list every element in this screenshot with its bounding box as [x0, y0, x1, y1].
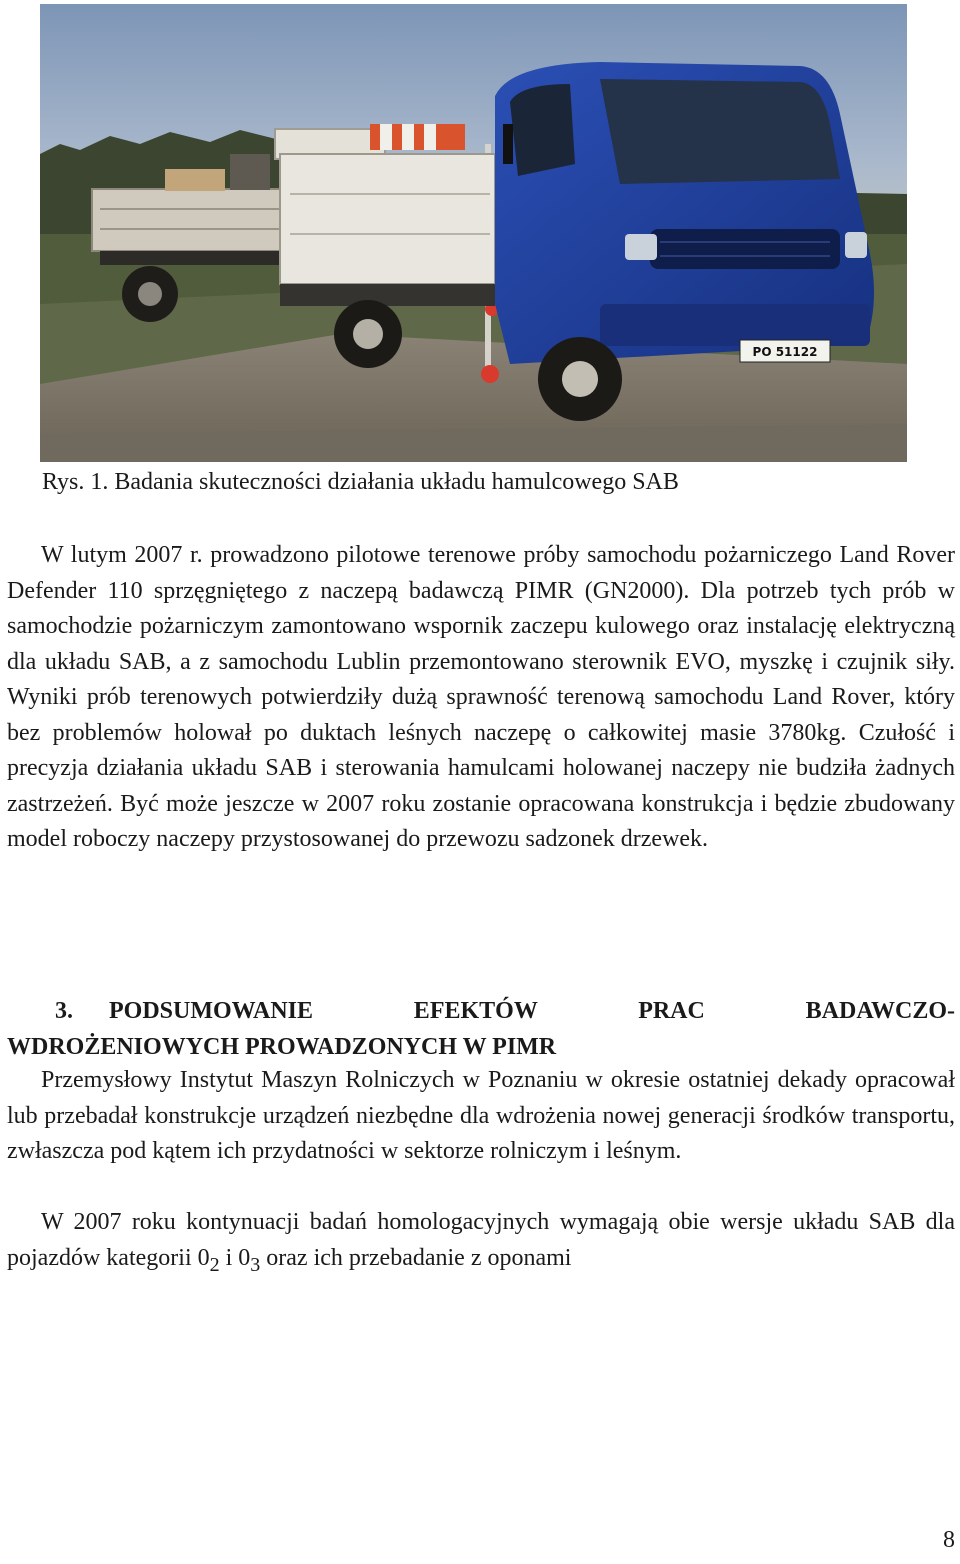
paragraph-2: Przemysłowy Instytut Maszyn Rolniczych w Poznaniu w okresie ostatniej dekady opracował lub przebadał konstrukcje urządzeń niezbędne dla wdrożenia nowej generacji środków transportu, zwłaszcza pod kątem ich przydatności w sektorze rolniczym i leśnym. [7, 1067, 955, 1164]
truck-cab [495, 62, 874, 364]
category-o2: $0_2$ [197, 1244, 220, 1276]
paragraph-3-tail: oraz ich przebadanie z oponami [260, 1244, 572, 1271]
paragraph-3-text: W 2007 roku kontynuacji badań homologacyjnych wymagają obie wersje układu SAB dla pojazdów kategorii [7, 1209, 955, 1271]
figure-caption: Rys. 1. Badania skuteczności działania układu hamulcowego SAB [42, 469, 679, 495]
license-plate: PO 51122 [752, 345, 818, 359]
truck-flatbed [280, 154, 495, 306]
figure-photo [40, 4, 907, 462]
section-title-line-1: PODSUMOWANIE EFEKTÓW PRAC BADAWCZO- [109, 998, 955, 1024]
truck-with-trailer-image [40, 4, 907, 462]
section-title-line-2: WDROŻENIOWYCH PROWADZONYCH W PIMR [7, 1034, 557, 1060]
paragraph-3: W 2007 roku kontynuacji badań homologacyjnych wymagają obie wersje układu SAB dla pojazdów kategorii $0_2$ i $0_3$ oraz ich przebadanie z oponami [7, 1209, 955, 1276]
category-o3: $0_3$ [238, 1244, 261, 1276]
paragraph-1: W lutym 2007 r. prowadzono pilotowe terenowe próby samochodu pożarniczego Land Rover Defender 110 sprzęgniętego z naczepą badawczą PIMR (GN2000). Dla potrzeb tych prób w samochodzie pożarniczym zamontowano wspornik zaczepu kulowego oraz instalację elektryczną dla układu SAB, a z samochodu Lublin przemontowano sterownik EVO, myszkę i czujnik siły. Wyniki prób terenowych potwierdziły dużą sprawność terenową samochodu Land Rover, który bez problemów holował po duktach leśnych naczepę o całkowitej masie 3780kg. Czułość i precyzja działania układu SAB i sterowania hamulcami holowanej naczepy nie budziła żadnych zastrzeżeń. Być może jeszcze w 2007 roku zostanie opracowana konstrukcja i będzie zbudowany model roboczy naczepy przystosowanej do przewozu sadzonek drzewek. [7, 542, 955, 852]
page-number: 8 [943, 1527, 955, 1553]
section-heading [7, 993, 955, 1065]
section-number: 3. [55, 998, 73, 1024]
